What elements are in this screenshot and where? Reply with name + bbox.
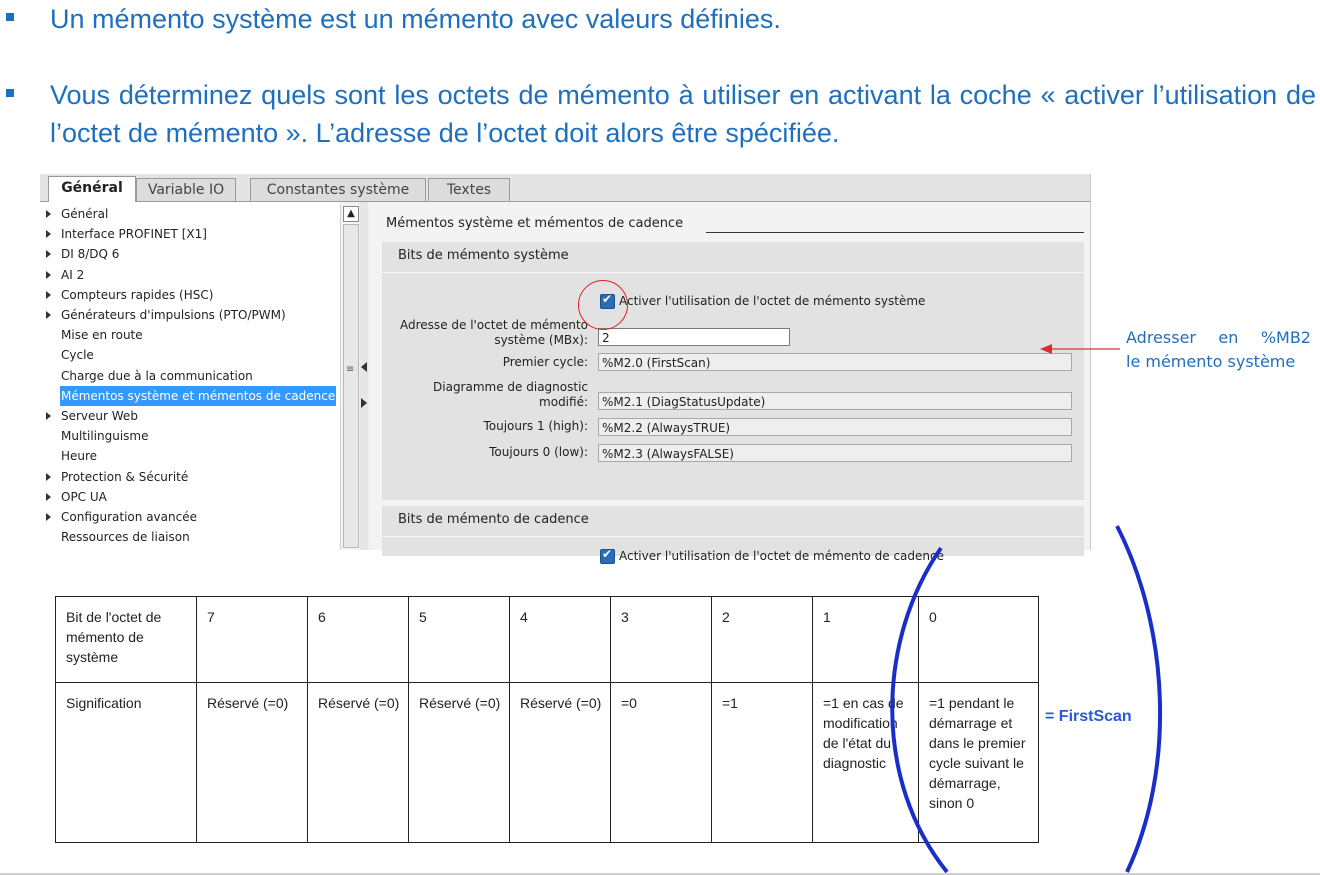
always0-field: %M2.3 (AlwaysFALSE) — [598, 444, 1072, 462]
table-cell: Réservé (=0) — [510, 683, 611, 843]
diag-label-line2: modifié: — [539, 395, 588, 409]
expand-arrow-icon[interactable] — [46, 291, 51, 299]
expand-arrow-icon[interactable] — [46, 250, 51, 258]
system-memory-header: Bits de mémento système — [398, 248, 569, 263]
enable-clock-memory-checkbox[interactable] — [600, 549, 615, 564]
navigation-tree — [40, 202, 340, 550]
blue-parenthesis-annotation — [895, 520, 1155, 875]
bullet-1-text: Un mémento système est un mémento avec valeurs définies. — [50, 4, 781, 34]
address-label-line1: Adresse de l'octet de mémento — [400, 318, 588, 332]
first-cycle-label: Premier cycle: — [502, 355, 588, 369]
tree-item[interactable] — [40, 345, 340, 365]
properties-panel — [370, 202, 1090, 563]
tree-item[interactable] — [40, 527, 340, 547]
tree-item-label: Compteurs rapides (HSC) — [61, 287, 214, 302]
tree-item-label: Protection & Sécurité — [61, 469, 189, 484]
expand-arrow-icon[interactable] — [46, 412, 51, 420]
table-cell: 1 — [813, 597, 919, 683]
address-annotation — [1126, 326, 1311, 374]
table-cell: =0 — [611, 683, 712, 843]
table-row-header: Bit de l'octet de mémento de système — [56, 597, 197, 683]
bullet-square-icon — [6, 89, 14, 97]
tree-item[interactable] — [40, 366, 340, 386]
tree-item[interactable] — [40, 406, 340, 426]
scrollbar-thumb[interactable] — [343, 224, 359, 548]
bullet-2 — [6, 76, 1316, 156]
table-cell: 6 — [308, 597, 409, 683]
tree-item[interactable] — [40, 224, 340, 244]
bullet-2-text: Vous déterminez quels sont les octets de mémento à utiliser en activant la coche « activer l’utilisation de l’octet de mémento ». L’adresse de l’octet doit alors être spécifiée. — [50, 80, 1316, 148]
tree-item[interactable] — [40, 507, 340, 527]
table-cell: 0 — [919, 597, 1039, 683]
table-cell: =1 — [712, 683, 813, 843]
tab-general[interactable]: Général — [48, 176, 136, 203]
tree-item-label: Serveur Web — [61, 409, 138, 423]
tree-item-label: Mémentos système et mémentos de cadence — [60, 386, 336, 406]
expand-arrow-icon[interactable] — [46, 210, 51, 218]
expand-arrow-icon[interactable] — [46, 493, 51, 501]
tree-item-label: Heure — [61, 449, 98, 464]
expand-right-icon[interactable] — [361, 398, 367, 408]
tree-item[interactable] — [40, 265, 340, 285]
table-cell: 7 — [197, 597, 308, 683]
always1-label: Toujours 1 (high): — [483, 419, 588, 433]
table-cell: 3 — [611, 597, 712, 683]
panel-splitter[interactable] — [360, 202, 368, 550]
tree-item-label: Charge due à la communication — [61, 368, 253, 383]
always1-field: %M2.2 (AlwaysTRUE) — [598, 418, 1072, 436]
tree-item[interactable] — [40, 446, 340, 466]
tree-item[interactable] — [40, 386, 340, 406]
table-cell: 4 — [510, 597, 611, 683]
tree-item-label: Multilinguisme — [61, 429, 149, 444]
tree-item-label: Mise en route — [61, 328, 143, 343]
table-cell: Réservé (=0) — [197, 683, 308, 843]
tree-item-label: Générateurs d'impulsions (PTO/PWM) — [61, 308, 286, 322]
tree-item-label: DI 8/DQ 6 — [61, 247, 120, 262]
table-cell: Réservé (=0) — [308, 683, 409, 843]
tree-item-label: Interface PROFINET [X1] — [61, 227, 207, 242]
properties-window — [40, 174, 1091, 563]
expand-arrow-icon[interactable] — [46, 513, 51, 521]
enable-system-memory-label: Activer l'utilisation de l'octet de mémento système — [619, 294, 926, 308]
clock-memory-header: Bits de mémento de cadence — [398, 512, 589, 527]
tree-item[interactable] — [40, 426, 340, 446]
address-input[interactable]: 2 — [598, 328, 790, 346]
table-cell: Réservé (=0) — [409, 683, 510, 843]
bullet-square-icon — [6, 13, 14, 21]
scroll-up-icon[interactable]: ▲ — [343, 206, 359, 222]
table-cell: 5 — [409, 597, 510, 683]
system-memory-group — [382, 242, 1084, 500]
annotation-line2: le mémento système — [1126, 352, 1296, 371]
tab-bar — [40, 174, 1090, 202]
group-separator — [382, 272, 1084, 273]
tree-item-label: Cycle — [61, 348, 94, 363]
tree-item[interactable] — [40, 305, 340, 325]
annotation-word: en — [1218, 328, 1239, 347]
expand-arrow-icon[interactable] — [46, 230, 51, 238]
collapse-left-icon[interactable] — [361, 362, 367, 372]
annotation-arrow-icon — [1040, 343, 1120, 355]
annotation-word: %MB2 — [1260, 328, 1311, 347]
table-row — [56, 597, 1039, 683]
tab-texts[interactable]: Textes — [428, 178, 510, 201]
table-cell: =1 en cas de modification de l'état du diagnostic — [813, 683, 919, 843]
tree-item-label: AI 2 — [61, 267, 85, 282]
title-underline — [706, 232, 1084, 233]
tree-item[interactable] — [40, 204, 340, 224]
expand-arrow-icon[interactable] — [46, 473, 51, 481]
tree-item-label: Configuration avancée — [61, 510, 197, 524]
always0-label: Toujours 0 (low): — [489, 445, 588, 459]
tree-item-label: Ressources de liaison — [61, 530, 190, 545]
tree-item[interactable] — [40, 244, 340, 264]
tree-item-label: Général — [61, 207, 109, 221]
firstscan-label: = FirstScan — [1045, 708, 1132, 725]
expand-arrow-icon[interactable] — [46, 271, 51, 279]
section-title: Mémentos système et mémentos de cadence — [386, 216, 684, 231]
tab-system-constants[interactable]: Constantes système — [250, 178, 426, 201]
diag-label-line1: Diagramme de diagnostic — [433, 380, 588, 394]
first-cycle-field: %M2.0 (FirstScan) — [598, 353, 1072, 371]
tab-variable-io[interactable]: Variable IO — [136, 178, 236, 201]
scroll-grip-icon: ≡ — [346, 364, 355, 375]
expand-arrow-icon[interactable] — [46, 311, 51, 319]
tree-item[interactable] — [40, 325, 340, 345]
table-row-header: Signification — [56, 683, 197, 843]
bullet-1 — [6, 0, 1316, 40]
address-label-line2: système (MBx): — [494, 333, 588, 347]
red-highlight-circle — [578, 280, 628, 330]
enable-clock-memory-label: Activer l'utilisation de l'octet de mémento de cadence — [619, 549, 944, 563]
tree-item[interactable] — [40, 285, 340, 305]
tree-item[interactable] — [40, 487, 340, 507]
annotation-word: Adresser — [1126, 328, 1196, 347]
tree-item-label: OPC UA — [61, 489, 107, 504]
table-cell: 2 — [712, 597, 813, 683]
tree-scrollbar[interactable] — [340, 204, 359, 550]
tree-item[interactable] — [40, 467, 340, 487]
table-cell: =1 pendant le démarrage et dans le premier cycle suivant le démarrage, sinon 0 — [919, 683, 1039, 843]
diag-field: %M2.1 (DiagStatusUpdate) — [598, 392, 1072, 410]
